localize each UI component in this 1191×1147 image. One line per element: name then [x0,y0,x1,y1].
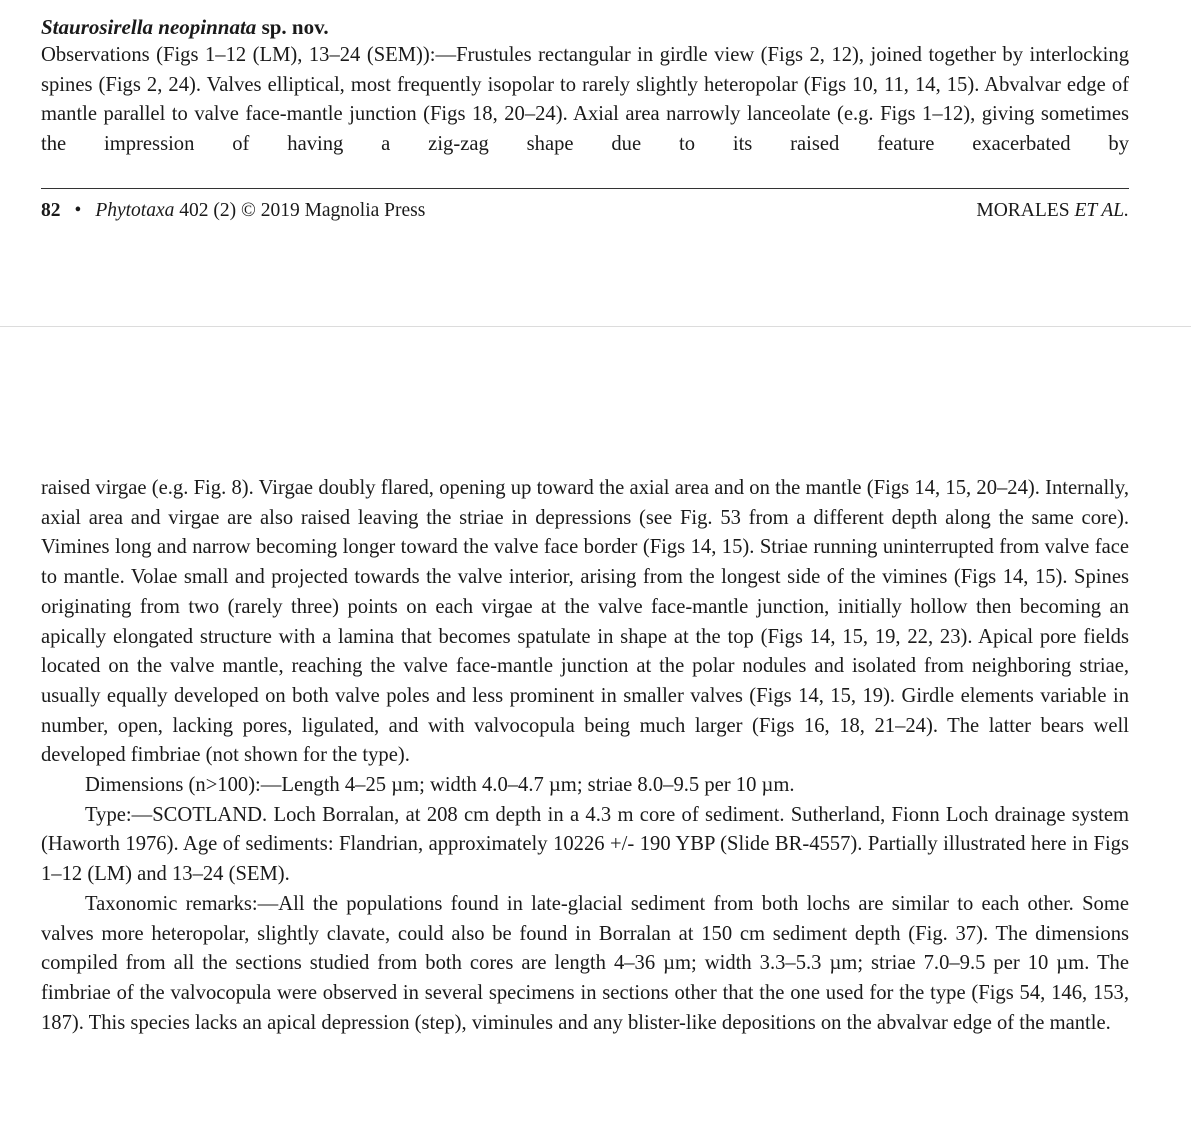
footer-left [41,197,425,225]
observations-bottom-block [41,474,1129,1038]
observations-paragraph-start: Observations (Figs 1–12 (LM), 13–24 (SEM)):—Frustules rectangular in girdle view (Figs 2, 12), joined together by interlocking spines (Figs 2, 24). Valves elliptical, most frequently isopolar to rarely slightly heteropolar (Figs 10, 11, 14, 15). Abvalvar edge of mantle parallel to valve face-mantle junction (Figs 18, 20–24). Axial area narrowly lanceolate (e.g. Figs 1–12), giving sometimes the impression of having a zig-zag shape due to its raised feature exacerbated by [41,44,1129,156]
observations-top-block [41,41,1129,160]
page-number: 82 [41,200,61,221]
species-name: Staurosirella neopinnata [41,15,257,39]
dimensions-paragraph: Dimensions (n>100):—Length 4–25 µm; width 4.0–4.7 µm; striae 8.0–9.5 per 10 µm. [85,774,795,797]
type-paragraph: Type:—SCOTLAND. Loch Borralan, at 208 cm depth in a 4.3 m core of sediment. Sutherland, Fionn Loch drainage system (Haworth 1976). Age of sediments: Flandrian, approximately 10226 +/- 190 YBP (Slide BR-4557). Partially illustrated here in Figs 1–12 (LM) and 13–24 (SEM). [41,803,1129,886]
footer-rule [41,188,1129,189]
journal-name: Phytotaxa [95,200,175,221]
footer-authors: MORALES [976,200,1070,221]
observations-paragraph-continued: raised virgae (e.g. Fig. 8). Virgae doubly flared, opening up toward the axial area and on the mantle (Figs 14, 15, 20–24). Internally, axial area and virgae are also raised leaving the striae in depressions (see Fig. 53 from a different depth along the same core). Vimines long and narrow becoming longer toward the valve face border (Figs 14, 15). Striae running uninterrupted from valve face to mantle. Volae small and projected towards the valve interior, arising from the longest side of the vimines (Figs 14, 15). Spines originating from two (rarely three) points on each virgae at the valve face-mantle junction, initially hollow then becoming an apically elongated structure with a lamina that becomes spatulate in shape at the top (Figs 14, 15, 19, 22, 23). Apical pore fields located on the valve mantle, reaching the valve face-mantle junction at the polar nodules and isolated from neighboring striae, usually equally developed on both valve poles and less prominent in smaller valves (Figs 14, 15, 19). Girdle elements variable in number, open, lacking pores, ligulated, and with valvocopula being much larger (Figs 16, 18, 21–24). The latter bears well developed fimbriae (not shown for the type). [41,477,1129,767]
journal-citation: 402 (2) © 2019 Magnolia Press [179,200,426,221]
taxonomic-remarks-paragraph: Taxonomic remarks:—All the populations found in late-glacial sediment from both lochs are similar to each other. Some valves more heteropolar, slightly clavate, could also be found in Borralan at 150 cm sediment depth (Fig. 37). The dimensions compiled from all the sections studied from both cores are length 4–36 µm; width 3.3–5.3 µm; striae 7.0–9.5 per 10 µm. The fimbriae of the valvocopula were observed in several specimens in sections other that the one used for the type (Figs 54, 146, 153, 187). This species lacks an apical depression (step), viminules and any blister-like depositions on the abvalvar edge of the mantle. [41,892,1129,1034]
species-heading [41,13,329,41]
footer-etal: ET AL. [1074,200,1129,221]
footer-bullet: • [74,200,82,221]
footer-right [976,197,1129,225]
species-designation: sp. nov. [261,15,329,39]
page-separator [0,326,1191,327]
